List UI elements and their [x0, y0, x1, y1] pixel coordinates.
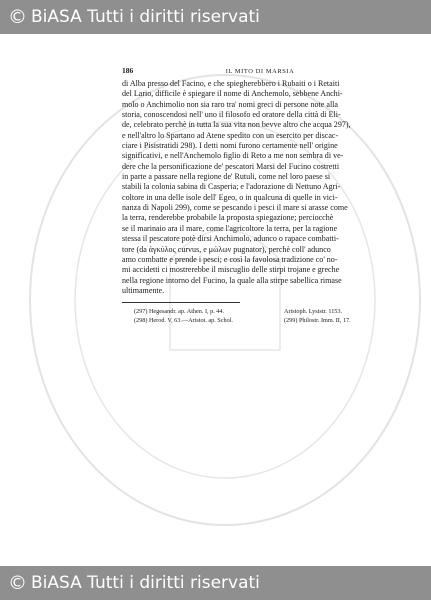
text-line: di Alba presso del Facino, e che spiegherebbero i Rubaiti o i Retaiti	[122, 79, 340, 88]
text-line: e nell'altro lo Spartano ad Atene spedito con un esercito per discac-	[122, 130, 339, 140]
running-title: IL MITO DI MARSIA	[225, 68, 295, 75]
page-number: 186	[122, 66, 134, 75]
text-line: dere che la personificazione de' pescatori Marsi del Fucino costretti	[122, 161, 340, 171]
text-line: storia, conoscendosi nell' uno il filosofo ed oratore della città di Eli-	[122, 110, 341, 120]
text-line: in parte a passare nella regione de' Rutuli, come nel loro paese si	[122, 172, 331, 182]
text-line: se il marinaio ara il mare, come l'agricoltore la terra, per la ragione	[122, 223, 338, 233]
footnote-row	[134, 316, 398, 325]
footnote-entry: (298) Herod. V, 63.—Aristot. ap. Schol.	[134, 317, 233, 325]
footnote-entry: Aristoph. Lysistr. 1153.	[284, 308, 343, 316]
text-line: stessa il pescatore potè dirsi Anchimolo, adunco o rapace combatti-	[122, 234, 339, 244]
footnote-entry: (297) Hegesandr. ap. Athen. I, p. 44.	[134, 308, 225, 316]
text-line: molo o Anchimolio non sia raro tra' nomi greci di persone note alla	[122, 99, 338, 109]
running-head	[122, 66, 398, 76]
text-line: de, celebrato perchè in tutta la sua vita non bevve altro che acqua 297),	[122, 120, 351, 130]
text-line: nella regione intorno del Fucino, la quale alla stirpe sabellica rimase	[122, 275, 342, 285]
text-line: tore (da ἀγκύλος curvus, e μώλων pugnator), perchè coll' adunco	[122, 244, 331, 254]
text-line: amo combatte e prende i pesci; e così la favolosa tradizione co' no-	[122, 254, 338, 264]
copyright-icon: ©	[8, 6, 27, 28]
text-line: la terra, renderebbe probabile la proposta spiegazione; perciocchè	[122, 213, 334, 223]
text-line: ciare i Pisistratidi 298). I detti nomi furono certamente nell' origine	[122, 141, 338, 151]
watermark-banner-top	[0, 0, 431, 34]
watermark-banner-bottom	[0, 566, 431, 600]
text-line: mi accidetti ci mostrerebbe il miscuglio delle stirpi trojane e greche	[122, 265, 340, 275]
body-text	[122, 79, 398, 296]
copyright-icon: ©	[8, 572, 27, 594]
text-line: ultimamente.	[122, 285, 165, 295]
footnotes	[122, 307, 398, 325]
text-line: significativi, e nell'Anchemolo figlio di Reto a me non sembra di ve-	[122, 151, 344, 161]
footnote-row	[134, 307, 398, 316]
watermark-text: BiASA Tutti i diritti riservati	[31, 7, 260, 27]
footnote-entry: (299) Philostr. Imm. II, 17.	[284, 317, 351, 325]
text-line: coltore in una delle isole dell' Egeo, o in qualcuna di quelle in vici-	[122, 192, 338, 202]
text-line: stabili la colonia sabina di Casperia; e l'adorazione di Nettuno Agri-	[122, 182, 341, 192]
text-line: nanza di Napoli 299), come se pescando i pesci il mare si arasse come	[122, 203, 348, 213]
book-page	[122, 66, 398, 325]
text-line: del Lario, difficile è spiegare il nome di Anchemolo, sebbene Anchi-	[122, 89, 343, 99]
watermark-text: BiASA Tutti i diritti riservati	[31, 573, 260, 593]
footnote-divider	[122, 302, 240, 303]
